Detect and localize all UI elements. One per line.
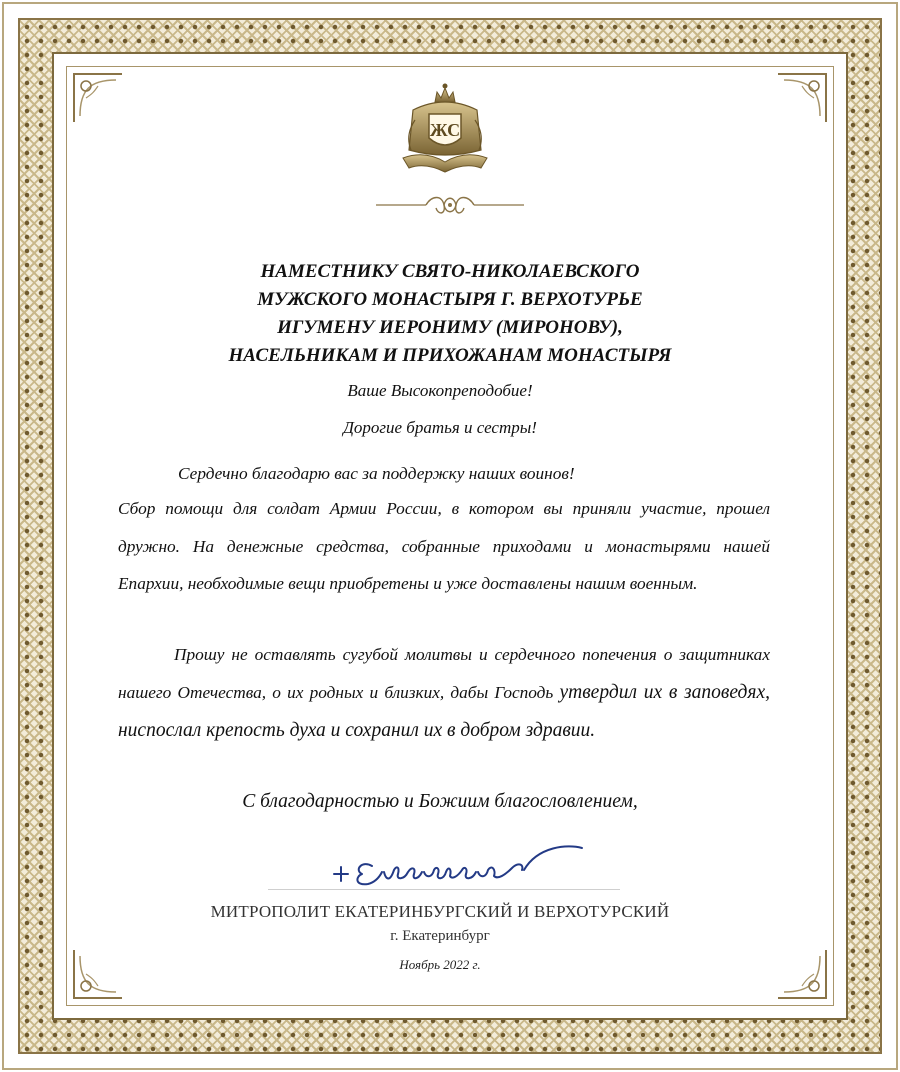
heading-line: ИГУМЕНУ ИЕРОНИМУ (МИРОНОВУ),	[277, 317, 623, 338]
coat-of-arms-icon	[385, 80, 505, 180]
handwritten-signature	[328, 840, 588, 890]
salutation-brothers-sisters: Дорогие братья и сестры!	[343, 418, 537, 437]
flourish-divider-icon	[372, 190, 528, 220]
addressee-heading	[100, 258, 800, 370]
signature-line	[268, 889, 620, 890]
issuer-city: г. Екатеринбург	[390, 928, 490, 944]
paragraph-collection: Сбор помощи для солдат Армии России, в котором вы приняли участие, прошел дружно. На денежные средства, собранные приходами и монастырями нашей Епархии, необходимые вещи приобретены и уже доставлены нашим военным.	[118, 499, 770, 593]
paragraph-prayer	[118, 636, 770, 750]
svg-text:ЖС: ЖС	[429, 120, 461, 140]
corner-ornament-icon	[70, 946, 126, 1002]
heading-line: МУЖСКОГО МОНАСТЫРЯ Г. ВЕРХОТУРЬЕ	[257, 289, 643, 310]
heading-line: НАМЕСТНИКУ СВЯТО-НИКОЛАЕВСКОГО	[260, 261, 640, 282]
heading-line: НАСЕЛЬНИКАМ И ПРИХОЖАНАМ МОНАСТЫРЯ	[228, 345, 672, 366]
issuer-title: МИТРОПОЛИТ ЕКАТЕРИНБУРГСКИЙ И ВЕРХОТУРСКИЙ	[210, 902, 670, 921]
corner-ornament-icon	[774, 946, 830, 1002]
paragraph-prayer-part2: утвердил их в заповедях, ниспослал крепость духа и сохранил их в добром здравии.	[118, 682, 770, 741]
corner-ornament-icon	[774, 70, 830, 126]
letter-date: Ноябрь 2022 г.	[399, 957, 481, 972]
corner-ornament-icon	[70, 70, 126, 126]
closing-blessing: С благодарностью и Божиим благословлением,	[242, 791, 638, 812]
paragraph-thanks: Сердечно благодарю вас за поддержку наших воинов!	[178, 464, 575, 483]
paragraph-prayer-part1: Прошу не оставлять сугубой молитвы и сердечного попечения о защитниках нашего Отечества, о их родных и близких, дабы Господь	[118, 645, 770, 702]
salutation-reverend: Ваше Высокопреподобие!	[347, 381, 533, 400]
